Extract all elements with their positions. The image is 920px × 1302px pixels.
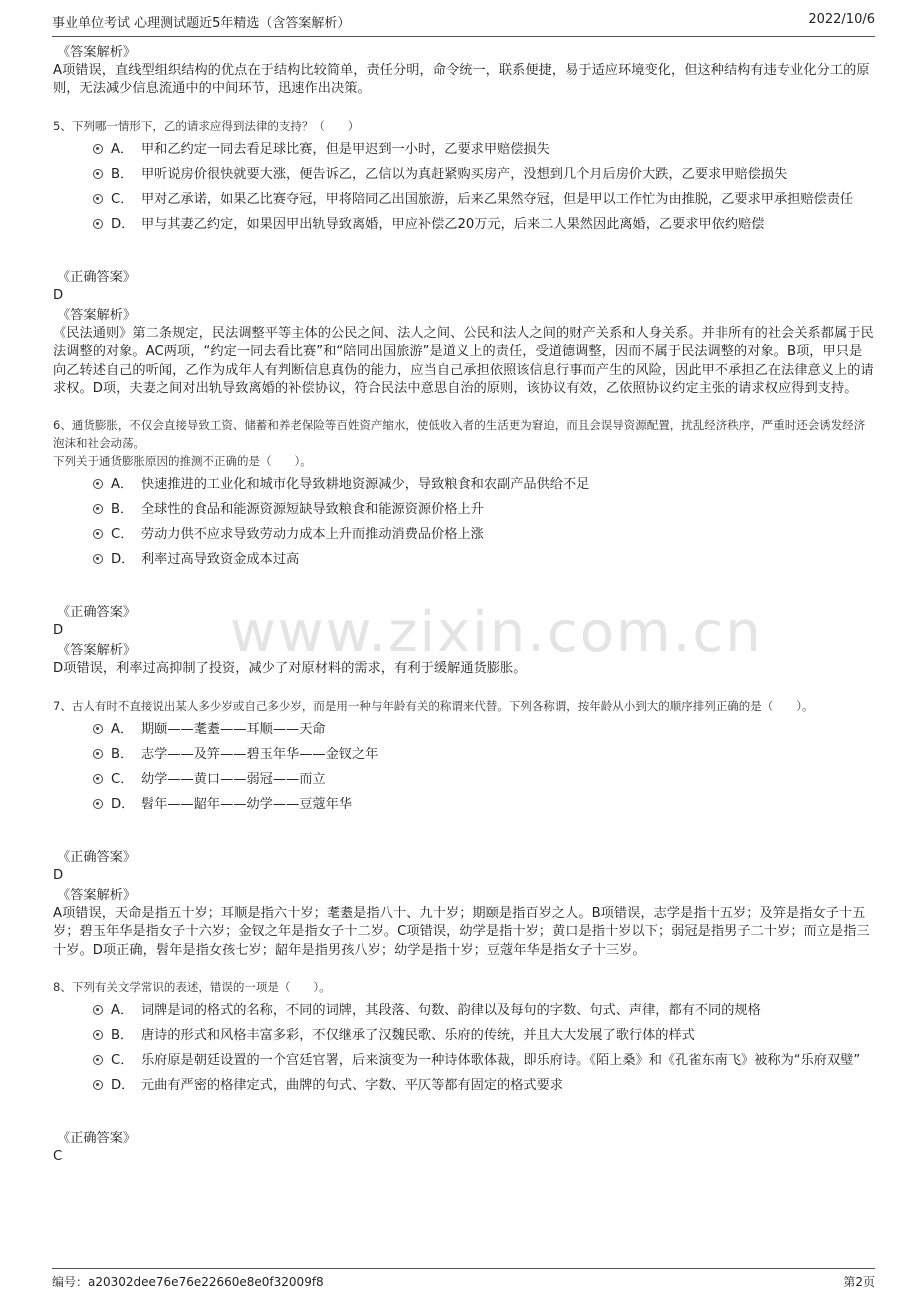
radio-icon[interactable] xyxy=(93,724,103,734)
page-header xyxy=(52,8,875,37)
option-b[interactable]: B． 全球性的食品和能源资源短缺导致粮食和能源资源价格上升 xyxy=(53,499,875,520)
analysis-text: A项错误，直线型组织结构的优点在于结构比较简单，责任分明，命令统一，联系便捷，易于适应环境变化，但这种结构有违专业化分工的原则，无法减少信息流通中的中间环节，迅速作出决策。 xyxy=(53,63,870,97)
option-list xyxy=(53,139,875,235)
radio-icon[interactable] xyxy=(93,479,103,489)
answer-label: 《正确答案》 xyxy=(57,1131,137,1147)
option-c[interactable]: C． 劳动力供不应求导致劳动力成本上升而推动消费品价格上涨 xyxy=(53,524,875,545)
option-c[interactable]: C． 甲对乙承诺，如果乙比赛夺冠，甲将陪同乙出国旅游，后来乙果然夺冠，但是甲以工作忙为由推脱，乙要求甲承担赔偿责任 xyxy=(53,189,875,210)
analysis-text: D项错误，利率过高抑制了投资，减少了对原材料的需求，有利于缓解通货膨胀。 xyxy=(53,661,527,677)
option-b[interactable]: B． 甲听说房价很快就要大涨，便告诉乙，乙信以为真赶紧购买房产，没想到几个月后房价大跌，乙要求甲赔偿损失 xyxy=(53,164,875,185)
radio-icon[interactable] xyxy=(93,749,103,759)
question-stem: 5、下列哪一情形下，乙的请求应得到法律的支持？（ ） xyxy=(53,118,360,133)
analysis-label: 《答案解析》 xyxy=(57,887,137,903)
radio-icon[interactable] xyxy=(93,1080,103,1090)
radio-icon[interactable] xyxy=(93,219,103,229)
analysis-label: 《答案解析》 xyxy=(57,45,137,60)
page-number: 第2页 xyxy=(843,1275,875,1289)
page-footer xyxy=(52,1268,875,1293)
option-b[interactable]: B． 唐诗的形式和风格丰富多彩，不仅继承了汉魏民歌、乐府的传统，并且大大发展了歌行体的样式 xyxy=(53,1025,875,1046)
analysis-label: 《答案解析》 xyxy=(57,643,137,659)
option-a[interactable]: A． 快速推进的工业化和城市化导致耕地资源减少，导致粮食和农副产品供给不足 xyxy=(53,474,875,495)
radio-icon[interactable] xyxy=(93,1055,103,1065)
radio-icon[interactable] xyxy=(93,144,103,154)
answer-value: D xyxy=(53,623,64,639)
radio-icon[interactable] xyxy=(93,799,103,809)
option-list xyxy=(53,1000,875,1096)
analysis-label: 《答案解析》 xyxy=(57,307,137,323)
option-a[interactable]: A． 甲和乙约定一同去看足球比赛，但是甲迟到一小时，乙要求甲赔偿损失 xyxy=(53,139,875,160)
option-d[interactable]: D． 甲与其妻乙约定，如果因甲出轨导致离婚，甲应补偿乙20万元，后来二人果然因此离婚，乙要求甲依约赔偿 xyxy=(53,214,875,235)
answer-label: 《正确答案》 xyxy=(57,269,137,285)
radio-icon[interactable] xyxy=(93,504,103,514)
question-prompt: 下列关于通货膨胀原因的推测不正确的是（ ）。 xyxy=(53,454,312,469)
radio-icon[interactable] xyxy=(93,1030,103,1040)
question-stem: 6、通货膨胀，不仅会直接导致工资、储蓄和养老保险等百姓资产缩水，使低收入者的生活更为窘迫，而且会误导资源配置，扰乱经济秩序，严重时还会诱发经济泡沫和社会动荡。 xyxy=(53,418,866,451)
option-list xyxy=(53,719,875,815)
option-c[interactable]: C． 幼学——黄口——弱冠——而立 xyxy=(53,769,875,790)
watermark: www.zixin.com.cn xyxy=(230,600,763,665)
option-list xyxy=(53,474,875,570)
answer-value: C xyxy=(53,1149,63,1165)
answer-label: 《正确答案》 xyxy=(57,605,137,621)
option-d[interactable]: D． 元曲有严密的格律定式，曲牌的句式、字数、平仄等都有固定的格式要求 xyxy=(53,1075,875,1096)
option-d[interactable]: D． 髫年——龆年——幼学——豆蔻年华 xyxy=(53,794,875,815)
question-stem: 7、古人有时不直接说出某人多少岁或自己多少岁，而是用一种与年龄有关的称谓来代替。下列各称谓，按年龄从小到大的顺序排列正确的是（ ）。 xyxy=(53,698,814,713)
page-content xyxy=(53,44,875,1168)
answer-value: D xyxy=(53,287,64,303)
document-title: 事业单位考试 心理测试题近5年精选（含答案解析） xyxy=(52,16,351,31)
radio-icon[interactable] xyxy=(93,1005,103,1015)
option-d[interactable]: D． 利率过高导致资金成本过高 xyxy=(53,549,875,570)
answer-label: 《正确答案》 xyxy=(57,849,137,865)
analysis-text: 《民法通则》第二条规定，民法调整平等主体的公民之间、法人之间、公民和法人之间的财产关系和人身关系。并非所有的社会关系都属于民法调整的对象。AC两项，“约定一同去看比赛”和“陪同出国旅游”是道义上的责任，受道德调整，因而不属于民法调整的对象。B项，甲只是向乙转述自己的听闻，乙作为成年人有判断信息真伪的能力，应当自己承担依照该信息行事而产生的风险，因此甲不承担乙在法律意义上的请求权。D项，夫妻之间对出轨导致离婚的补偿协议，符合民法中意思自治的原则，该协议有效，乙依照协议约定主张的请求权应得到支持。 xyxy=(53,325,874,397)
option-b[interactable]: B． 志学——及笄——碧玉年华——金钗之年 xyxy=(53,744,875,765)
radio-icon[interactable] xyxy=(93,194,103,204)
question-stem: 8、下列有关文学常识的表述，错误的一项是（ ）。 xyxy=(53,980,331,995)
answer-value: D xyxy=(53,867,64,883)
document-id: 编号：a20302dee76e76e22660e8e0f32009f8 xyxy=(52,1275,324,1289)
radio-icon[interactable] xyxy=(93,774,103,784)
radio-icon[interactable] xyxy=(93,529,103,539)
option-c[interactable]: C． 乐府原是朝廷设置的一个宫廷官署，后来演变为一种诗体歌体裁，即乐府诗。《陌上桑》和《孔雀东南飞》被称为“乐府双璧” xyxy=(53,1050,875,1071)
document-date: 2022/10/6 xyxy=(808,12,875,27)
analysis-text: A项错误，天命是指五十岁；耳顺是指六十岁；耄耋是指八十、九十岁；期颐是指百岁之人。B项错误，志学是指十五岁；及笄是指女子十五岁；碧玉年华是指女子十六岁；金钗之年是指女子十二岁。C项错误，幼学是指十岁；黄口是指十岁以下；弱冠是指男子二十岁；而立是指三十岁。D项正确，髫年是指女孩七岁；龆年是指男孩八岁；幼学是指十岁；豆蔻年华是指女子十三岁。 xyxy=(53,905,870,958)
option-a[interactable]: A． 期颐——耄耋——耳顺——天命 xyxy=(53,719,875,740)
option-a[interactable]: A． 词牌是词的格式的名称，不同的词牌，其段落、句数、韵律以及每句的字数、句式、声律，都有不同的规格 xyxy=(53,1000,875,1021)
radio-icon[interactable] xyxy=(93,554,103,564)
radio-icon[interactable] xyxy=(93,169,103,179)
